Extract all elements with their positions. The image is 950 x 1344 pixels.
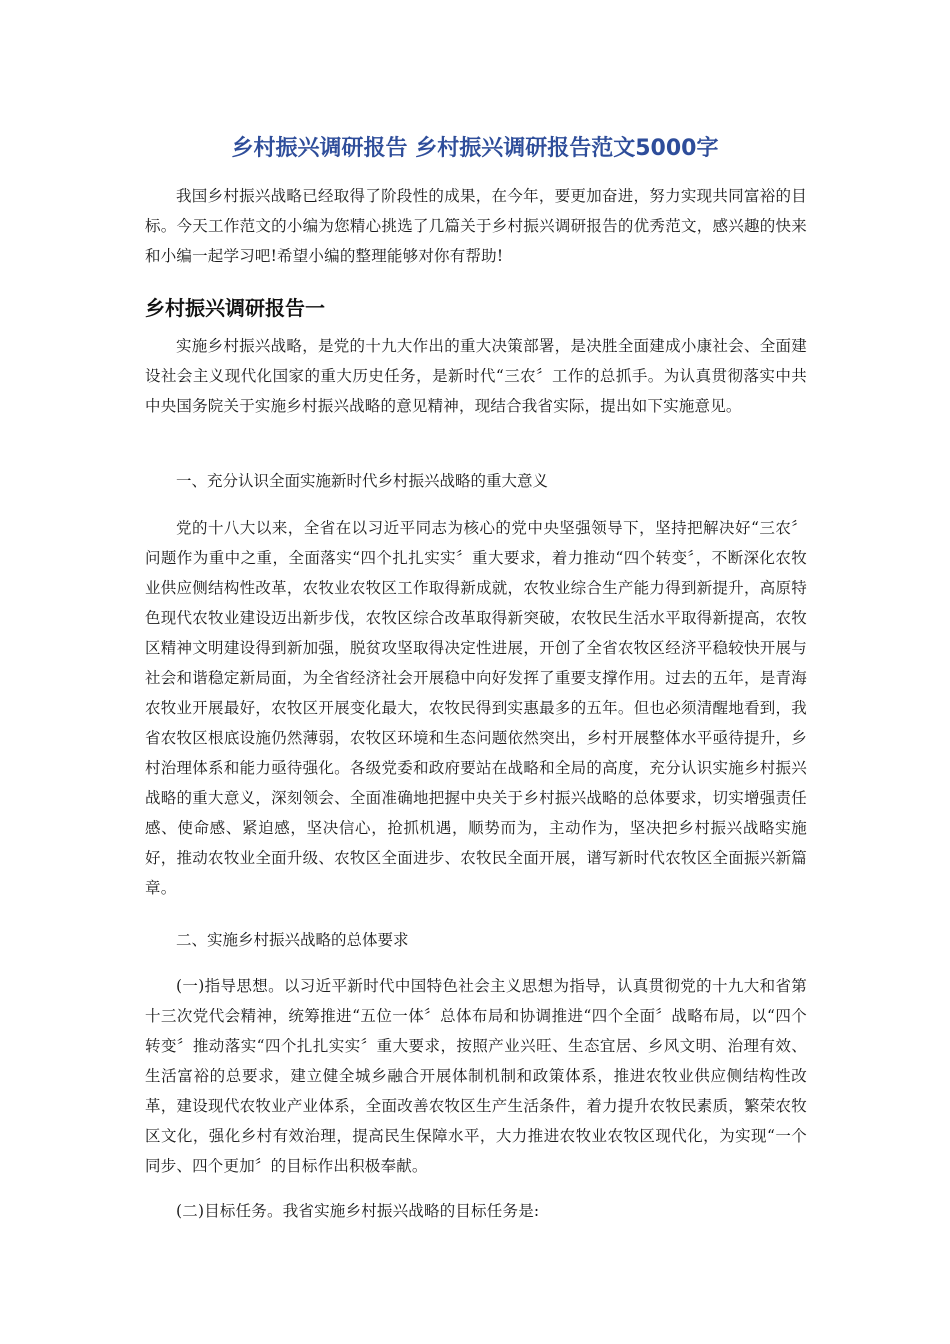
intro-paragraph: 我国乡村振兴战略已经取得了阶段性的成果，在今年，要更加奋进，努力实现共同富裕的目标。今天工作范文的小编为您精心挑选了几篇关于乡村振兴调研报告的优秀范文，感兴趣的快来和小编一起学习吧!希望小编的整理能够对你有帮助!: [145, 187, 807, 265]
paragraph-2: 党的十八大以来，全省在以习近平同志为核心的党中央坚强领导下，坚持把解决好“三农〞问题作为重中之重，全面落实“四个扎扎实实〞重大要求，着力推动“四个转变〞，不断深化农牧业供应侧结构性改革，农牧业农牧区工作取得新成就，农牧业综合生产能力得到新提升，高原特色现代农牧业建设迈出新步伐，农牧区综合改革取得新突破，农牧民生活水平取得新提高，农牧区精神文明建设得到新加强，脱贫攻坚取得决定性进展，开创了全省农牧区经济平稳较快开展与社会和谐稳定新局面，为全省经济社会开展稳中向好发挥了重要支撑作用。过去的五年，是青海农牧业开展最好，农牧区开展变化最大，农牧民得到实惠最多的五年。但也必须清醒地看到，我省农牧区根底设施仍然薄弱，农牧区环境和生态问题依然突出，乡村开展整体水平亟待提升，乡村治理体系和能力亟待强化。各级党委和政府要站在战略和全局的高度，充分认识实施乡村振兴战略的重大意义，深刻领会、全面准确地把握中央关于乡村振兴战略的总体要求，切实增强责任感、使命感、紧迫感，坚决信心，抢抓机遇，顺势而为，主动作为，坚决把乡村振兴战略实施好，推动农牧业全面升级、农牧区全面进步、农牧民全面开展，谱写新时代农牧区全面振兴新篇章。: [145, 519, 807, 897]
section-heading: 乡村振兴调研报告一: [145, 296, 325, 320]
paragraph-4: (二)目标任务。我省实施乡村振兴战略的目标任务是:: [176, 1202, 540, 1220]
subheading-2: 二、实施乡村振兴战略的总体要求: [176, 931, 409, 949]
paragraph-1: 实施乡村振兴战略，是党的十九大作出的重大决策部署，是决胜全面建成小康社会、全面建设社会主义现代化国家的重大历史任务，是新时代“三农〞工作的总抓手。为认真贯彻落实中共中央国务院关于实施乡村振兴战略的意见精神，现结合我省实际，提出如下实施意见。: [145, 337, 807, 415]
document-title: 乡村振兴调研报告 乡村振兴调研报告范文5000字: [231, 136, 719, 161]
paragraph-3: (一)指导思想。以习近平新时代中国特色社会主义思想为指导，认真贯彻党的十九大和省第十三次党代会精神，统筹推进“五位一体〞总体布局和协调推进“四个全面〞战略布局，以“四个转变〞推动落实“四个扎扎实实〞重大要求，按照产业兴旺、生态宜居、乡风文明、治理有效、生活富裕的总要求，建立健全城乡融合开展体制机制和政策体系，推进农牧业供应侧结构性改革，建设现代农牧业产业体系，全面改善农牧区生产生活条件，着力提升农牧民素质，繁荣农牧区文化，强化乡村有效治理，提高民生保障水平，大力推进农牧业农牧区现代化，为实现“一个同步、四个更加〞的目标作出积极奉献。: [145, 977, 807, 1175]
subheading-1: 一、充分认识全面实施新时代乡村振兴战略的重大意义: [176, 472, 549, 490]
